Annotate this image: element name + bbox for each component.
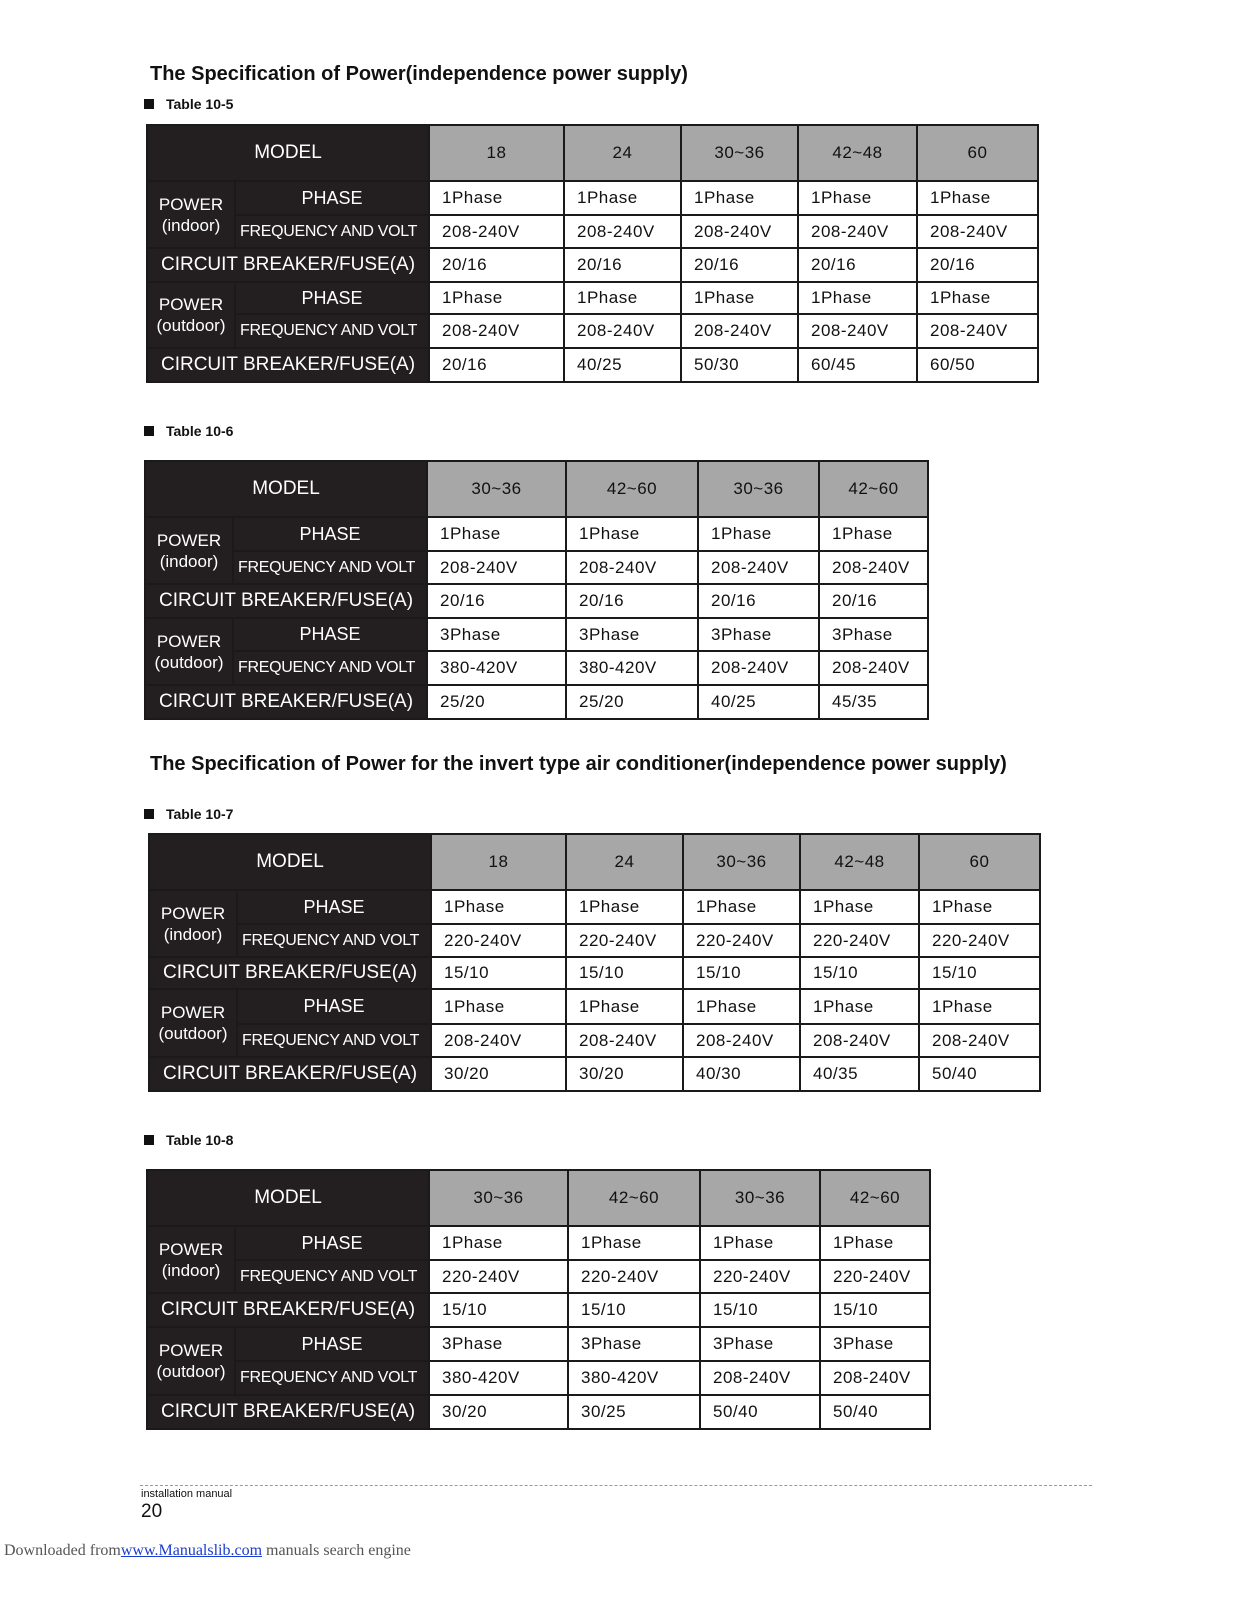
frequency-volt-header: FREQUENCY AND VOLT: [235, 1260, 429, 1293]
breaker-cell: 20/16: [819, 584, 928, 618]
volt-cell: 380-420V: [429, 1361, 568, 1395]
spec-table-10-7: [148, 833, 1041, 1092]
breaker-cell: 15/10: [566, 957, 683, 989]
circuit-breaker-header: CIRCUIT BREAKER/FUSE(A): [149, 957, 431, 989]
volt-cell: 220-240V: [820, 1260, 930, 1293]
volt-cell: 208-240V: [919, 1024, 1040, 1057]
phase-cell: 1Phase: [431, 989, 566, 1024]
phase-cell: 1Phase: [429, 282, 564, 314]
power-outdoor-header: POWER (outdoor): [147, 1327, 235, 1395]
volt-cell: 208-240V: [427, 551, 566, 584]
circuit-breaker-header: CIRCUIT BREAKER/FUSE(A): [149, 1057, 431, 1091]
model-column-header: 60: [919, 834, 1040, 890]
breaker-cell: 20/16: [566, 584, 698, 618]
table-label: [144, 806, 233, 822]
breaker-cell: 15/10: [820, 1293, 930, 1327]
volt-cell: 380-420V: [568, 1361, 700, 1395]
phase-cell: 1Phase: [429, 181, 564, 215]
phase-cell: 1Phase: [819, 517, 928, 551]
breaker-cell: 50/40: [700, 1395, 820, 1429]
power-outdoor-header: POWER (outdoor): [147, 282, 235, 348]
footer-manual-label: installation manual: [141, 1488, 233, 1500]
power-indoor-header: POWER (indoor): [145, 517, 233, 584]
breaker-cell: 40/25: [698, 685, 819, 719]
volt-cell: 208-240V: [566, 1024, 683, 1057]
phase-cell: 1Phase: [427, 517, 566, 551]
circuit-breaker-header: CIRCUIT BREAKER/FUSE(A): [147, 248, 429, 282]
spec-table-10-8: [146, 1169, 931, 1430]
breaker-cell: 40/30: [683, 1057, 800, 1091]
volt-cell: 208-240V: [681, 215, 798, 248]
volt-cell: 208-240V: [431, 1024, 566, 1057]
volt-cell: 380-420V: [427, 651, 566, 685]
phase-cell: 1Phase: [820, 1226, 930, 1260]
volt-cell: 208-240V: [917, 314, 1038, 348]
phase-cell: 3Phase: [700, 1327, 820, 1361]
download-credit: [4, 1542, 411, 1560]
circuit-breaker-header: CIRCUIT BREAKER/FUSE(A): [145, 584, 427, 618]
breaker-cell: 20/16: [681, 248, 798, 282]
phase-cell: 1Phase: [431, 890, 566, 924]
breaker-cell: 25/20: [566, 685, 698, 719]
power-outdoor-header: POWER (outdoor): [145, 618, 233, 685]
phase-cell: 1Phase: [566, 989, 683, 1024]
phase-header: PHASE: [233, 517, 427, 551]
frequency-volt-header: FREQUENCY AND VOLT: [237, 1024, 431, 1057]
phase-cell: 3Phase: [566, 618, 698, 651]
volt-cell: 208-240V: [820, 1361, 930, 1395]
power-indoor-header: POWER (indoor): [147, 1226, 235, 1293]
phase-header: PHASE: [235, 181, 429, 215]
breaker-cell: 20/16: [427, 584, 566, 618]
model-header: MODEL: [149, 834, 431, 890]
volt-cell: 208-240V: [429, 215, 564, 248]
phase-cell: 1Phase: [700, 1226, 820, 1260]
phase-header: PHASE: [237, 890, 431, 924]
download-suffix: manuals search engine: [262, 1542, 411, 1559]
volt-cell: 380-420V: [566, 651, 698, 685]
breaker-cell: 15/10: [429, 1293, 568, 1327]
model-column-header: 42~48: [798, 125, 917, 181]
table-label: [144, 1132, 233, 1148]
power-outdoor-header: POWER (outdoor): [149, 989, 237, 1057]
model-column-header: 24: [564, 125, 681, 181]
table-label: [144, 96, 233, 112]
spec-table-10-5: [146, 124, 1039, 383]
breaker-cell: 20/16: [698, 584, 819, 618]
phase-cell: 1Phase: [800, 989, 919, 1024]
phase-cell: 1Phase: [681, 282, 798, 314]
model-column-header: 42~60: [820, 1170, 930, 1226]
volt-cell: 208-240V: [698, 651, 819, 685]
download-prefix: Downloaded from: [4, 1542, 121, 1559]
bullet-square-icon: [144, 809, 154, 819]
phase-cell: 1Phase: [919, 989, 1040, 1024]
breaker-cell: 20/16: [917, 248, 1038, 282]
breaker-cell: 15/10: [800, 957, 919, 989]
phase-cell: 1Phase: [683, 989, 800, 1024]
phase-cell: 3Phase: [819, 618, 928, 651]
model-column-header: 42~60: [566, 461, 698, 517]
breaker-cell: 20/16: [564, 248, 681, 282]
volt-cell: 208-240V: [429, 314, 564, 348]
breaker-cell: 60/50: [917, 348, 1038, 382]
power-indoor-header: POWER (indoor): [147, 181, 235, 248]
phase-cell: 3Phase: [427, 618, 566, 651]
breaker-cell: 30/25: [568, 1395, 700, 1429]
circuit-breaker-header: CIRCUIT BREAKER/FUSE(A): [147, 348, 429, 382]
spec-table-10-6: [144, 460, 929, 720]
manualslib-link[interactable]: www.Manualslib.com: [120, 1542, 263, 1559]
breaker-cell: 20/16: [798, 248, 917, 282]
phase-header: PHASE: [235, 1327, 429, 1361]
volt-cell: 220-240V: [429, 1260, 568, 1293]
table-label: [144, 423, 233, 439]
model-column-header: 42~60: [819, 461, 928, 517]
breaker-cell: 40/25: [564, 348, 681, 382]
model-column-header: 60: [917, 125, 1038, 181]
breaker-cell: 15/10: [431, 957, 566, 989]
section-heading-power: The Specification of Power(independence power supply): [150, 63, 688, 85]
frequency-volt-header: FREQUENCY AND VOLT: [235, 1361, 429, 1395]
phase-cell: 3Phase: [568, 1327, 700, 1361]
phase-header: PHASE: [235, 1226, 429, 1260]
frequency-volt-header: FREQUENCY AND VOLT: [235, 215, 429, 248]
model-column-header: 30~36: [683, 834, 800, 890]
volt-cell: 208-240V: [800, 1024, 919, 1057]
volt-cell: 208-240V: [681, 314, 798, 348]
bullet-square-icon: [144, 99, 154, 109]
volt-cell: 220-240V: [700, 1260, 820, 1293]
model-header: MODEL: [145, 461, 427, 517]
phase-cell: 1Phase: [429, 1226, 568, 1260]
volt-cell: 208-240V: [683, 1024, 800, 1057]
frequency-volt-header: FREQUENCY AND VOLT: [237, 924, 431, 957]
breaker-cell: 20/16: [429, 248, 564, 282]
model-column-header: 30~36: [429, 1170, 568, 1226]
phase-cell: 1Phase: [568, 1226, 700, 1260]
model-header: MODEL: [147, 125, 429, 181]
model-column-header: 42~60: [568, 1170, 700, 1226]
phase-header: PHASE: [237, 989, 431, 1024]
phase-cell: 1Phase: [564, 181, 681, 215]
phase-cell: 1Phase: [917, 181, 1038, 215]
breaker-cell: 15/10: [919, 957, 1040, 989]
phase-cell: 1Phase: [917, 282, 1038, 314]
breaker-cell: 30/20: [429, 1395, 568, 1429]
frequency-volt-header: FREQUENCY AND VOLT: [233, 651, 427, 685]
volt-cell: 208-240V: [798, 314, 917, 348]
volt-cell: 220-240V: [431, 924, 566, 957]
volt-cell: 220-240V: [800, 924, 919, 957]
phase-header: PHASE: [235, 282, 429, 314]
model-column-header: 18: [431, 834, 566, 890]
breaker-cell: 50/40: [820, 1395, 930, 1429]
volt-cell: 220-240V: [566, 924, 683, 957]
volt-cell: 208-240V: [564, 215, 681, 248]
volt-cell: 208-240V: [798, 215, 917, 248]
breaker-cell: 15/10: [700, 1293, 820, 1327]
bullet-square-icon: [144, 1135, 154, 1145]
phase-cell: 1Phase: [566, 890, 683, 924]
volt-cell: 208-240V: [917, 215, 1038, 248]
phase-cell: 1Phase: [919, 890, 1040, 924]
breaker-cell: 30/20: [431, 1057, 566, 1091]
phase-cell: 1Phase: [798, 282, 917, 314]
breaker-cell: 60/45: [798, 348, 917, 382]
volt-cell: 208-240V: [564, 314, 681, 348]
model-column-header: 30~36: [700, 1170, 820, 1226]
model-header: MODEL: [147, 1170, 429, 1226]
volt-cell: 220-240V: [919, 924, 1040, 957]
table-label-text: Table 10-7: [166, 806, 234, 822]
phase-cell: 3Phase: [698, 618, 819, 651]
breaker-cell: 15/10: [568, 1293, 700, 1327]
phase-cell: 1Phase: [698, 517, 819, 551]
table-label-text: Table 10-5: [166, 96, 234, 112]
frequency-volt-header: FREQUENCY AND VOLT: [233, 551, 427, 584]
phase-header: PHASE: [233, 618, 427, 651]
phase-cell: 3Phase: [429, 1327, 568, 1361]
phase-cell: 1Phase: [683, 890, 800, 924]
circuit-breaker-header: CIRCUIT BREAKER/FUSE(A): [145, 685, 427, 719]
phase-cell: 1Phase: [566, 517, 698, 551]
phase-cell: 1Phase: [798, 181, 917, 215]
breaker-cell: 30/20: [566, 1057, 683, 1091]
model-column-header: 18: [429, 125, 564, 181]
breaker-cell: 50/30: [681, 348, 798, 382]
volt-cell: 220-240V: [683, 924, 800, 957]
breaker-cell: 50/40: [919, 1057, 1040, 1091]
breaker-cell: 45/35: [819, 685, 928, 719]
section-heading-inverter: The Specification of Power for the invert type air conditioner(independence power supply): [150, 753, 1007, 775]
bullet-square-icon: [144, 426, 154, 436]
volt-cell: 208-240V: [566, 551, 698, 584]
power-indoor-header: POWER (indoor): [149, 890, 237, 957]
circuit-breaker-header: CIRCUIT BREAKER/FUSE(A): [147, 1293, 429, 1327]
phase-cell: 1Phase: [564, 282, 681, 314]
model-column-header: 30~36: [698, 461, 819, 517]
volt-cell: 208-240V: [700, 1361, 820, 1395]
volt-cell: 208-240V: [819, 651, 928, 685]
model-column-header: 30~36: [427, 461, 566, 517]
page-number: 20: [141, 1501, 163, 1522]
breaker-cell: 40/35: [800, 1057, 919, 1091]
phase-cell: 1Phase: [800, 890, 919, 924]
volt-cell: 208-240V: [698, 551, 819, 584]
phase-cell: 3Phase: [820, 1327, 930, 1361]
circuit-breaker-header: CIRCUIT BREAKER/FUSE(A): [147, 1395, 429, 1429]
table-label-text: Table 10-6: [166, 423, 234, 439]
table-label-text: Table 10-8: [166, 1132, 234, 1148]
footer-divider: [140, 1485, 1092, 1486]
frequency-volt-header: FREQUENCY AND VOLT: [235, 314, 429, 348]
volt-cell: 220-240V: [568, 1260, 700, 1293]
phase-cell: 1Phase: [681, 181, 798, 215]
model-column-header: 24: [566, 834, 683, 890]
breaker-cell: 15/10: [683, 957, 800, 989]
breaker-cell: 20/16: [429, 348, 564, 382]
model-column-header: 42~48: [800, 834, 919, 890]
model-column-header: 30~36: [681, 125, 798, 181]
breaker-cell: 25/20: [427, 685, 566, 719]
volt-cell: 208-240V: [819, 551, 928, 584]
